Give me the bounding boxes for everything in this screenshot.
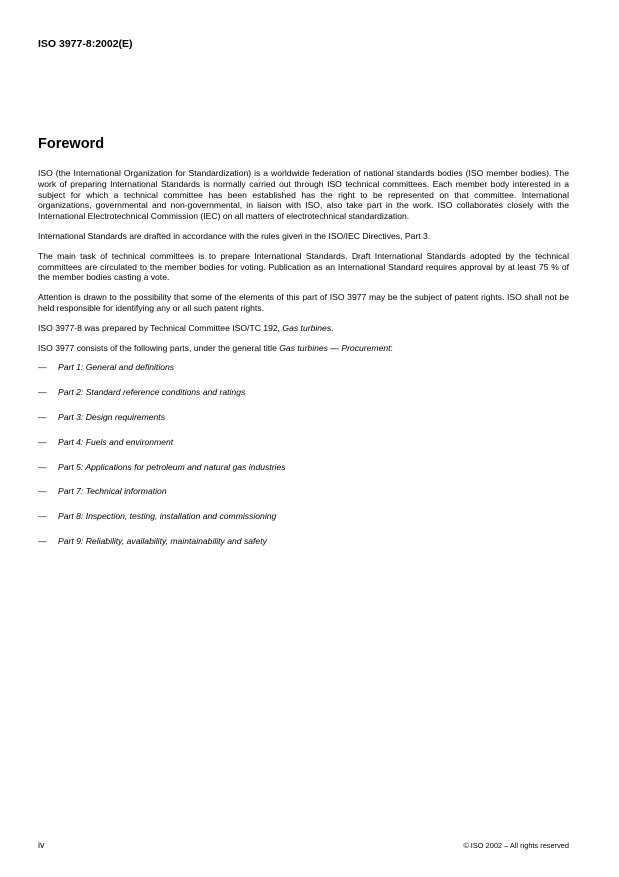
prepared-by-committee-name: Gas turbines xyxy=(282,322,332,333)
parts-intro-suffix: : xyxy=(390,342,393,353)
list-item xyxy=(38,511,569,522)
foreword-heading: Foreword xyxy=(38,136,105,152)
part-title: Part 5: Applications for petroleum and natural gas industries xyxy=(58,461,286,472)
parts-intro-text: ISO 3977 consists of the following parts, under the general title xyxy=(38,342,280,353)
list-item xyxy=(38,536,569,547)
part-title: Part 9: Reliability, availability, maintainability and safety xyxy=(58,535,267,546)
list-dash: — xyxy=(38,511,47,522)
page-number: iv xyxy=(38,840,45,850)
list-dash: — xyxy=(38,362,47,373)
list-dash: — xyxy=(38,486,47,497)
part-title: Part 4: Fuels and environment xyxy=(58,436,174,447)
list-dash: — xyxy=(38,387,47,398)
paragraph-technical-committees: The main task of technical committees is to prepare International Standards. Draft International Standards adopted by the technical committees are circulated to the member bodies for voting. Publication as an International Standard requires approval by at least 75 % of the member bodies casting a vote. xyxy=(38,250,569,283)
list-item xyxy=(38,412,569,423)
list-item xyxy=(38,362,569,373)
list-dash: — xyxy=(38,411,47,422)
part-title: Part 2: Standard reference conditions and ratings xyxy=(58,387,246,398)
part-title: Part 1: General and definitions xyxy=(58,362,175,373)
parts-list xyxy=(38,362,569,546)
list-item xyxy=(38,462,569,473)
list-item xyxy=(38,486,569,497)
prepared-by-suffix: . xyxy=(331,322,334,333)
paragraph-prepared-by xyxy=(38,323,569,334)
paragraph-patent-rights: Attention is drawn to the possibility that some of the elements of this part of ISO 3977 may be the subject of patent rights. ISO shall not be held responsible for identifying any or all such patent rights. xyxy=(38,292,569,313)
part-title: Part 3: Design requirements xyxy=(58,411,165,422)
part-title: Part 8: Inspection, testing, installation and commissioning xyxy=(58,511,277,522)
list-dash: — xyxy=(38,535,47,546)
paragraph-iso-description: ISO (the International Organization for Standardization) is a worldwide federation of national standards bodies (ISO member bodies). The work of preparing International Standards is normally carried out through ISO technical committees. Each member body interested in a subject for which a technical committee has been established has the right to be represented on that committee. International organizations, governmental and non-governmental, in liaison with ISO, also take part in the work. ISO collaborates closely with the International Electrotechnical Commission (IEC) on all matters of electrotechnical standardization. xyxy=(38,168,569,222)
list-item xyxy=(38,387,569,398)
list-dash: — xyxy=(38,436,47,447)
copyright-notice: © ISO 2002 – All rights reserved xyxy=(463,841,569,850)
foreword-body xyxy=(38,168,569,561)
list-dash: — xyxy=(38,461,47,472)
prepared-by-text: ISO 3977-8 was prepared by Technical Committee ISO/TC 192, xyxy=(38,322,283,333)
list-item xyxy=(38,437,569,448)
part-title: Part 7: Technical information xyxy=(58,486,167,497)
paragraph-drafting-rules: International Standards are drafted in accordance with the rules given in the ISO/IEC Directives, Part 3. xyxy=(38,230,431,241)
parts-intro-general-title: Gas turbines — Procurement xyxy=(279,342,391,353)
standard-reference-header: ISO 3977-8:2002(E) xyxy=(38,38,133,50)
paragraph-parts-intro xyxy=(38,343,569,354)
